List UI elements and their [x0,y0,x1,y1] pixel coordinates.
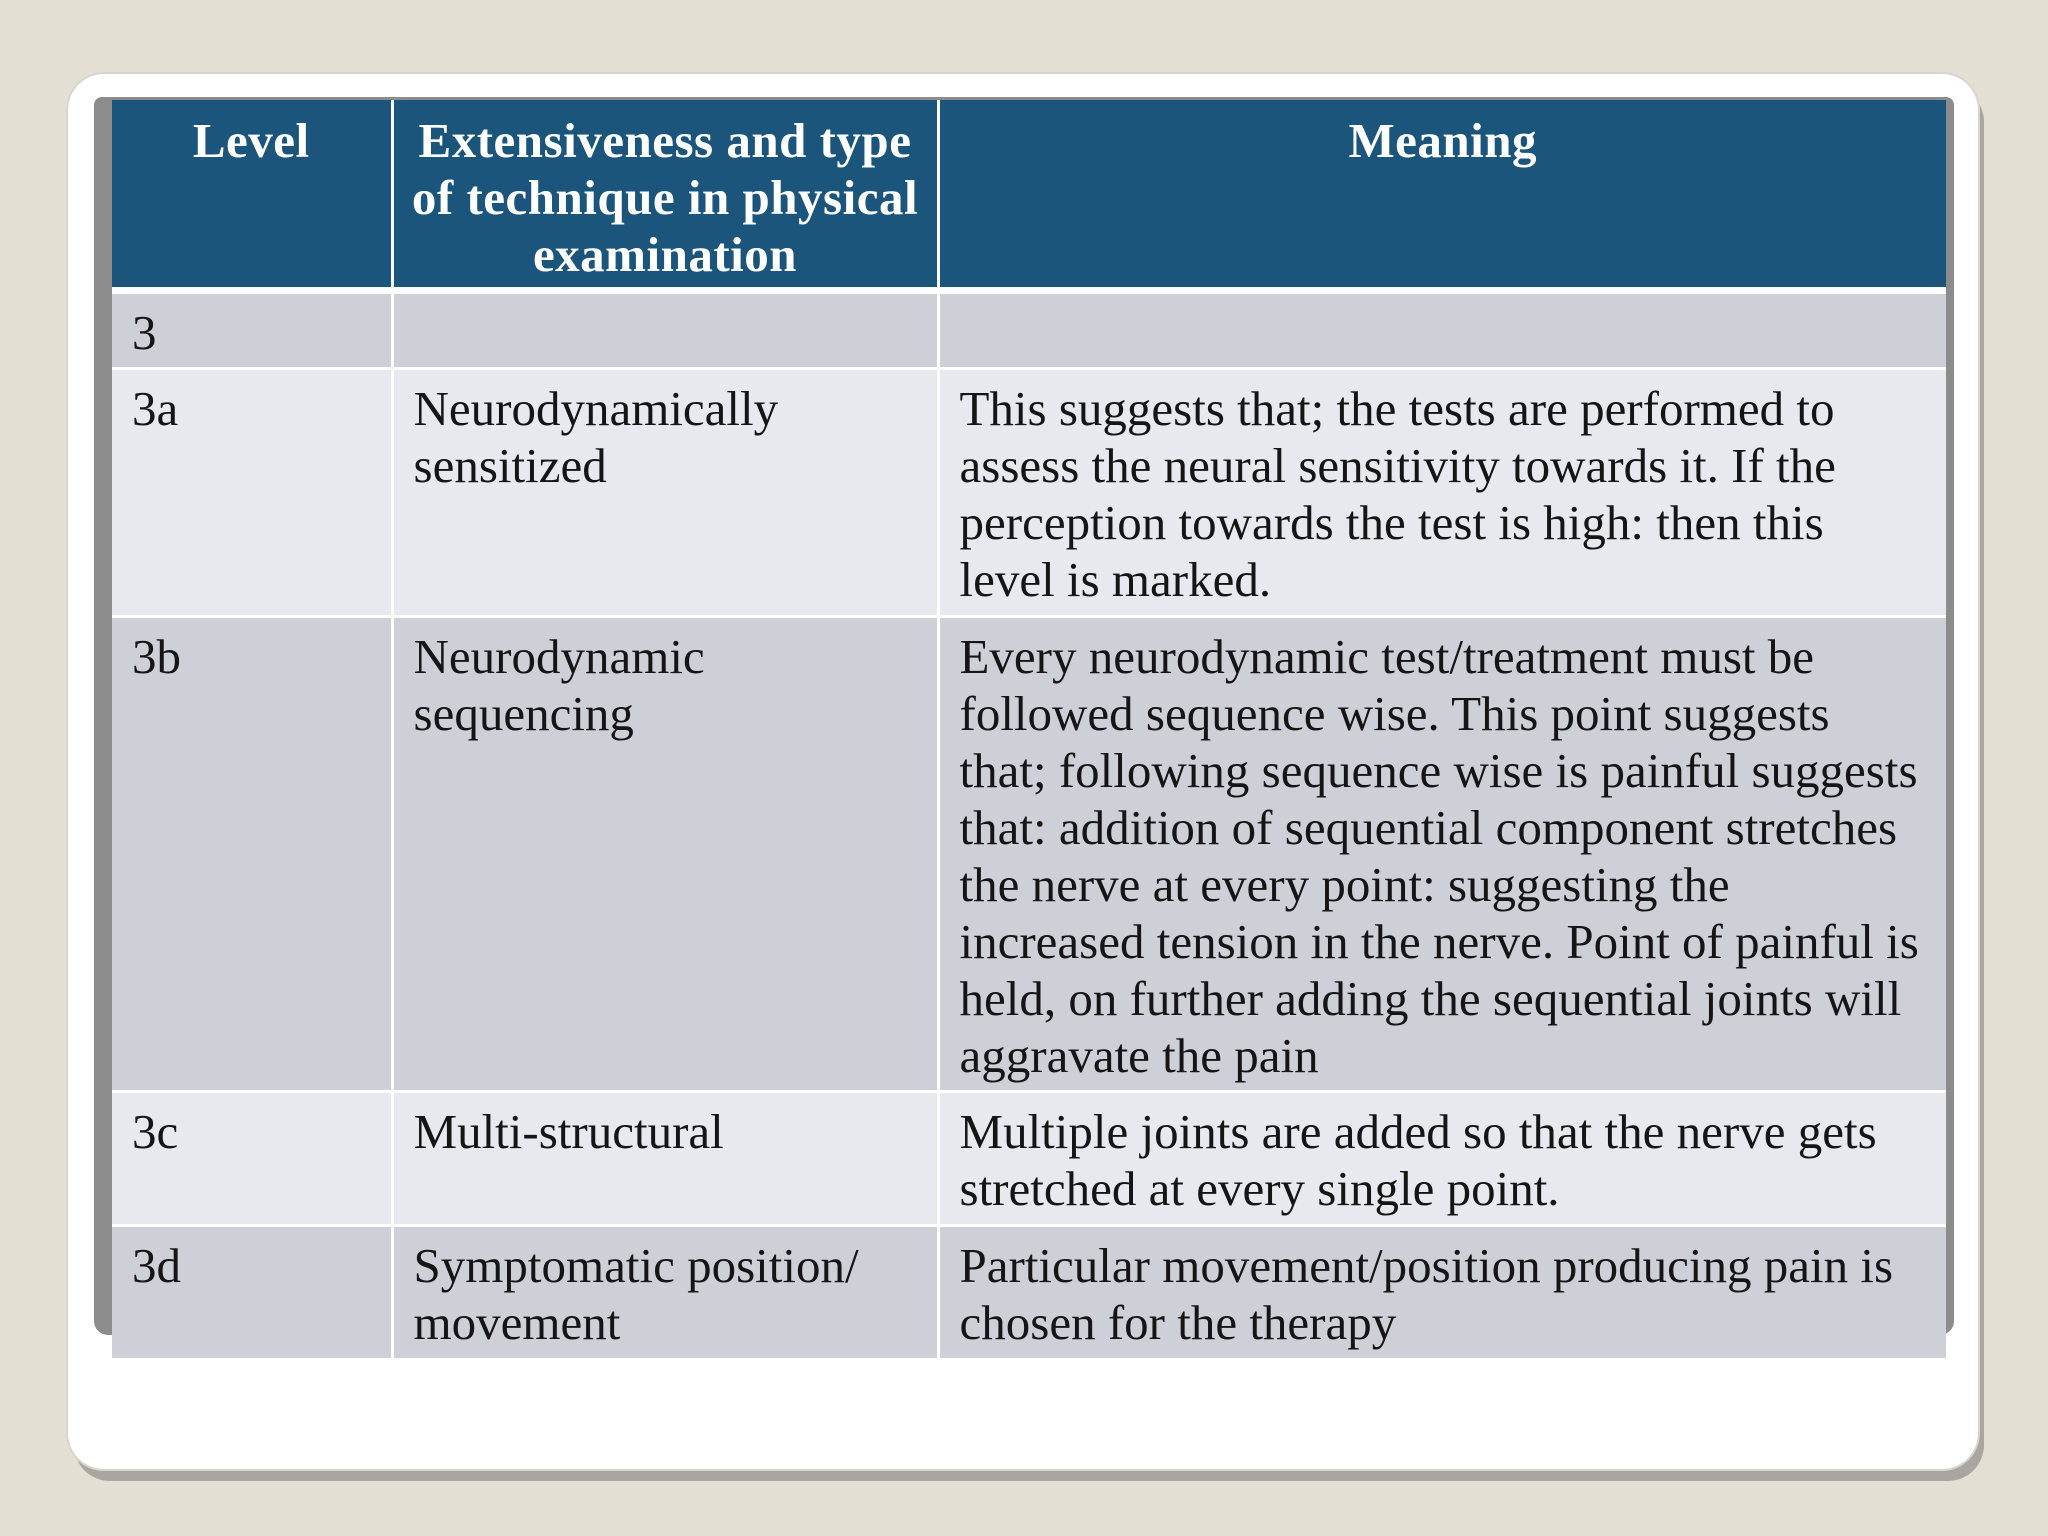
cell-technique [392,290,938,368]
cell-technique: Neurodynamic sequencing [392,616,938,1091]
cell-technique: Multi-structural [392,1091,938,1225]
header-level: Level [112,100,392,290]
cell-meaning: Every neurodynamic test/treatment must be followed sequence wise. This point suggests that; following sequence wise is painful suggests that: addition of sequential component stretches the nerve at every point: suggesting the increased tension in the nerve. Point of painful is held, on further adding the sequential joints will aggravate the pain [938,616,1946,1091]
cell-level: 3a [112,368,392,616]
cell-meaning [938,290,1946,368]
cell-level: 3d [112,1225,392,1359]
table-header-row [112,100,1946,290]
cell-technique: Symptomatic position/ movement [392,1225,938,1359]
cell-level: 3b [112,616,392,1091]
header-technique: Extensiveness and type of technique in physical examination [392,100,938,290]
cell-level: 3c [112,1091,392,1225]
levels-table [112,100,1946,1361]
table-row [112,616,1946,1091]
table-row [112,290,1946,368]
cell-meaning: Particular movement/position producing pain is chosen for the therapy [938,1225,1946,1359]
cell-technique: Neurodynamically sensitized [392,368,938,616]
table-row [112,368,1946,616]
table-row [112,1225,1946,1359]
cell-level: 3 [112,290,392,368]
table-row [112,1091,1946,1225]
cell-meaning: Multiple joints are added so that the nerve gets stretched at every single point. [938,1091,1946,1225]
cell-meaning: This suggests that; the tests are performed to assess the neural sensitivity towards it. If the perception towards the test is high: then this level is marked. [938,368,1946,616]
header-meaning: Meaning [938,100,1946,290]
